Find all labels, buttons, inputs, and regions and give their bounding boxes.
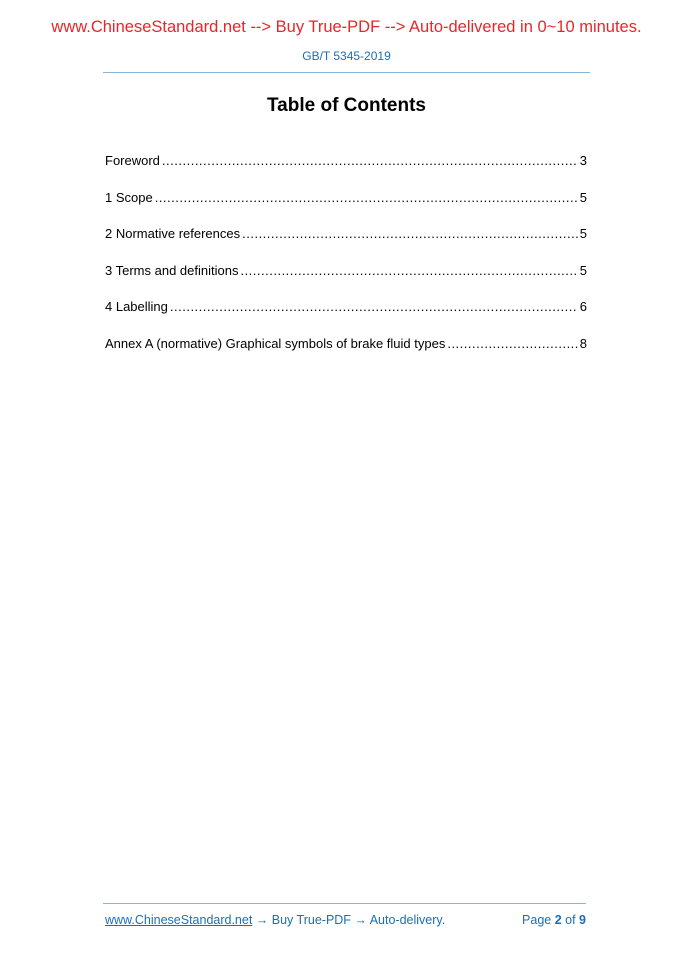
footer-left xyxy=(105,913,445,927)
toc-list xyxy=(105,152,587,371)
toc-entry-label: 1 Scope xyxy=(105,189,153,205)
toc-entry-label: Foreword xyxy=(105,153,160,168)
toc-dot-leader xyxy=(170,298,578,316)
document-code: GB/T 5345-2019 xyxy=(302,49,391,63)
page-prefix: Page xyxy=(522,913,555,927)
toc-entry-normative-references[interactable] xyxy=(105,225,587,262)
toc-dot-leader xyxy=(240,262,577,280)
toc-entry-label: Annex A (normative) Graphical symbols of brake fluid types xyxy=(105,335,446,351)
footer-divider xyxy=(103,903,586,904)
toc-entry-terms-and-definitions[interactable] xyxy=(105,262,587,299)
toc-entry-labelling[interactable] xyxy=(105,298,587,335)
toc-entry-foreword[interactable] xyxy=(105,152,587,189)
toc-dot-leader xyxy=(155,189,578,207)
total-pages-number: 9 xyxy=(579,913,586,927)
toc-entry-page: 5 xyxy=(579,189,587,205)
page-separator: of xyxy=(561,913,580,927)
toc-dot-leader xyxy=(162,152,578,170)
footer-website-link[interactable]: www.ChineseStandard.net xyxy=(105,913,253,927)
header-banner[interactable]: www.ChineseStandard.net --> Buy True-PDF --> Auto-delivered in 0~10 minutes. xyxy=(51,18,642,36)
toc-entry-annex-a[interactable] xyxy=(105,335,587,372)
footer-tagline: → Buy True-PDF → Auto-delivery. xyxy=(252,913,446,927)
toc-dot-leader xyxy=(447,335,577,353)
toc-entry-label: 3 Terms and definitions xyxy=(105,262,239,278)
header-divider xyxy=(103,72,590,73)
current-page-number: 2 xyxy=(554,913,562,927)
toc-entry-label: 2 Normative references xyxy=(105,226,241,241)
toc-dot-leader xyxy=(242,225,578,243)
page-indicator xyxy=(522,913,586,927)
page-title: Table of Contents xyxy=(266,95,427,116)
toc-entry-scope[interactable] xyxy=(105,189,587,226)
toc-entry-page: 8 xyxy=(579,335,587,351)
toc-entry-page: 5 xyxy=(579,262,587,278)
toc-entry-page: 5 xyxy=(579,226,587,241)
toc-entry-page: 6 xyxy=(579,299,587,314)
toc-entry-page: 3 xyxy=(579,153,587,168)
toc-entry-label: 4 Labelling xyxy=(105,299,168,314)
